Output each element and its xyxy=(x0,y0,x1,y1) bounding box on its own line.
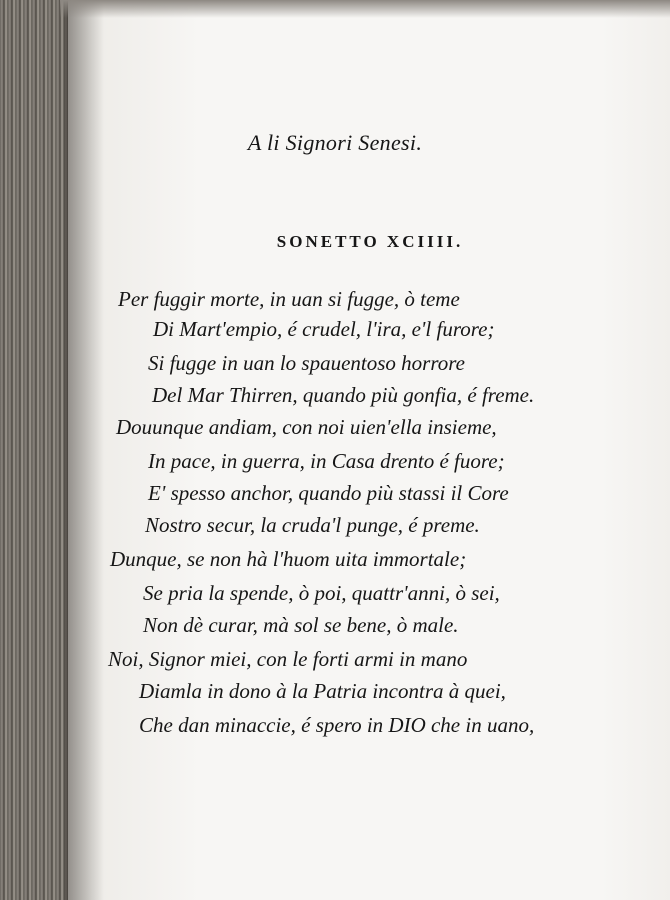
poem-line: Se pria la spende, ò poi, quattr'anni, ò sei, xyxy=(143,581,500,605)
poem-line: Si fugge in uan lo spauentoso horrore xyxy=(148,351,465,375)
poem-line: Nostro secur, la cruda'l punge, é preme. xyxy=(145,513,480,537)
poem-line: Che dan minaccie, é spero in DIO che in uano, xyxy=(139,713,535,737)
poem-line: Del Mar Thirren, quando più gonfia, é freme. xyxy=(152,383,535,407)
poem-line: Diamla in dono à la Patria incontra à quei, xyxy=(139,679,506,703)
poem-line: Dunque, se non hà l'huom uita immortale; xyxy=(110,547,467,571)
poem-line: E' spesso anchor, quando più stassi il Core xyxy=(148,481,509,505)
poem-line: Per fuggir morte, in uan si fugge, ò teme xyxy=(118,287,460,311)
poem-line: Noi, Signor miei, con le forti armi in mano xyxy=(108,647,468,671)
poem-line: Douunque andiam, con noi uien'ella insieme, xyxy=(116,415,497,439)
sonnet-title: SONETTO XCIIII. xyxy=(276,232,464,251)
poem-line: Non dè curar, mà sol se bene, ò male. xyxy=(143,613,459,637)
top-edge-shadow xyxy=(60,0,670,18)
poem-line: Di Mart'empio, é crudel, l'ira, e'l furore; xyxy=(153,317,495,341)
page-heading: A li Signori Senesi. xyxy=(247,130,423,155)
poem-line: In pace, in guerra, in Casa drento é fuore; xyxy=(148,449,505,473)
